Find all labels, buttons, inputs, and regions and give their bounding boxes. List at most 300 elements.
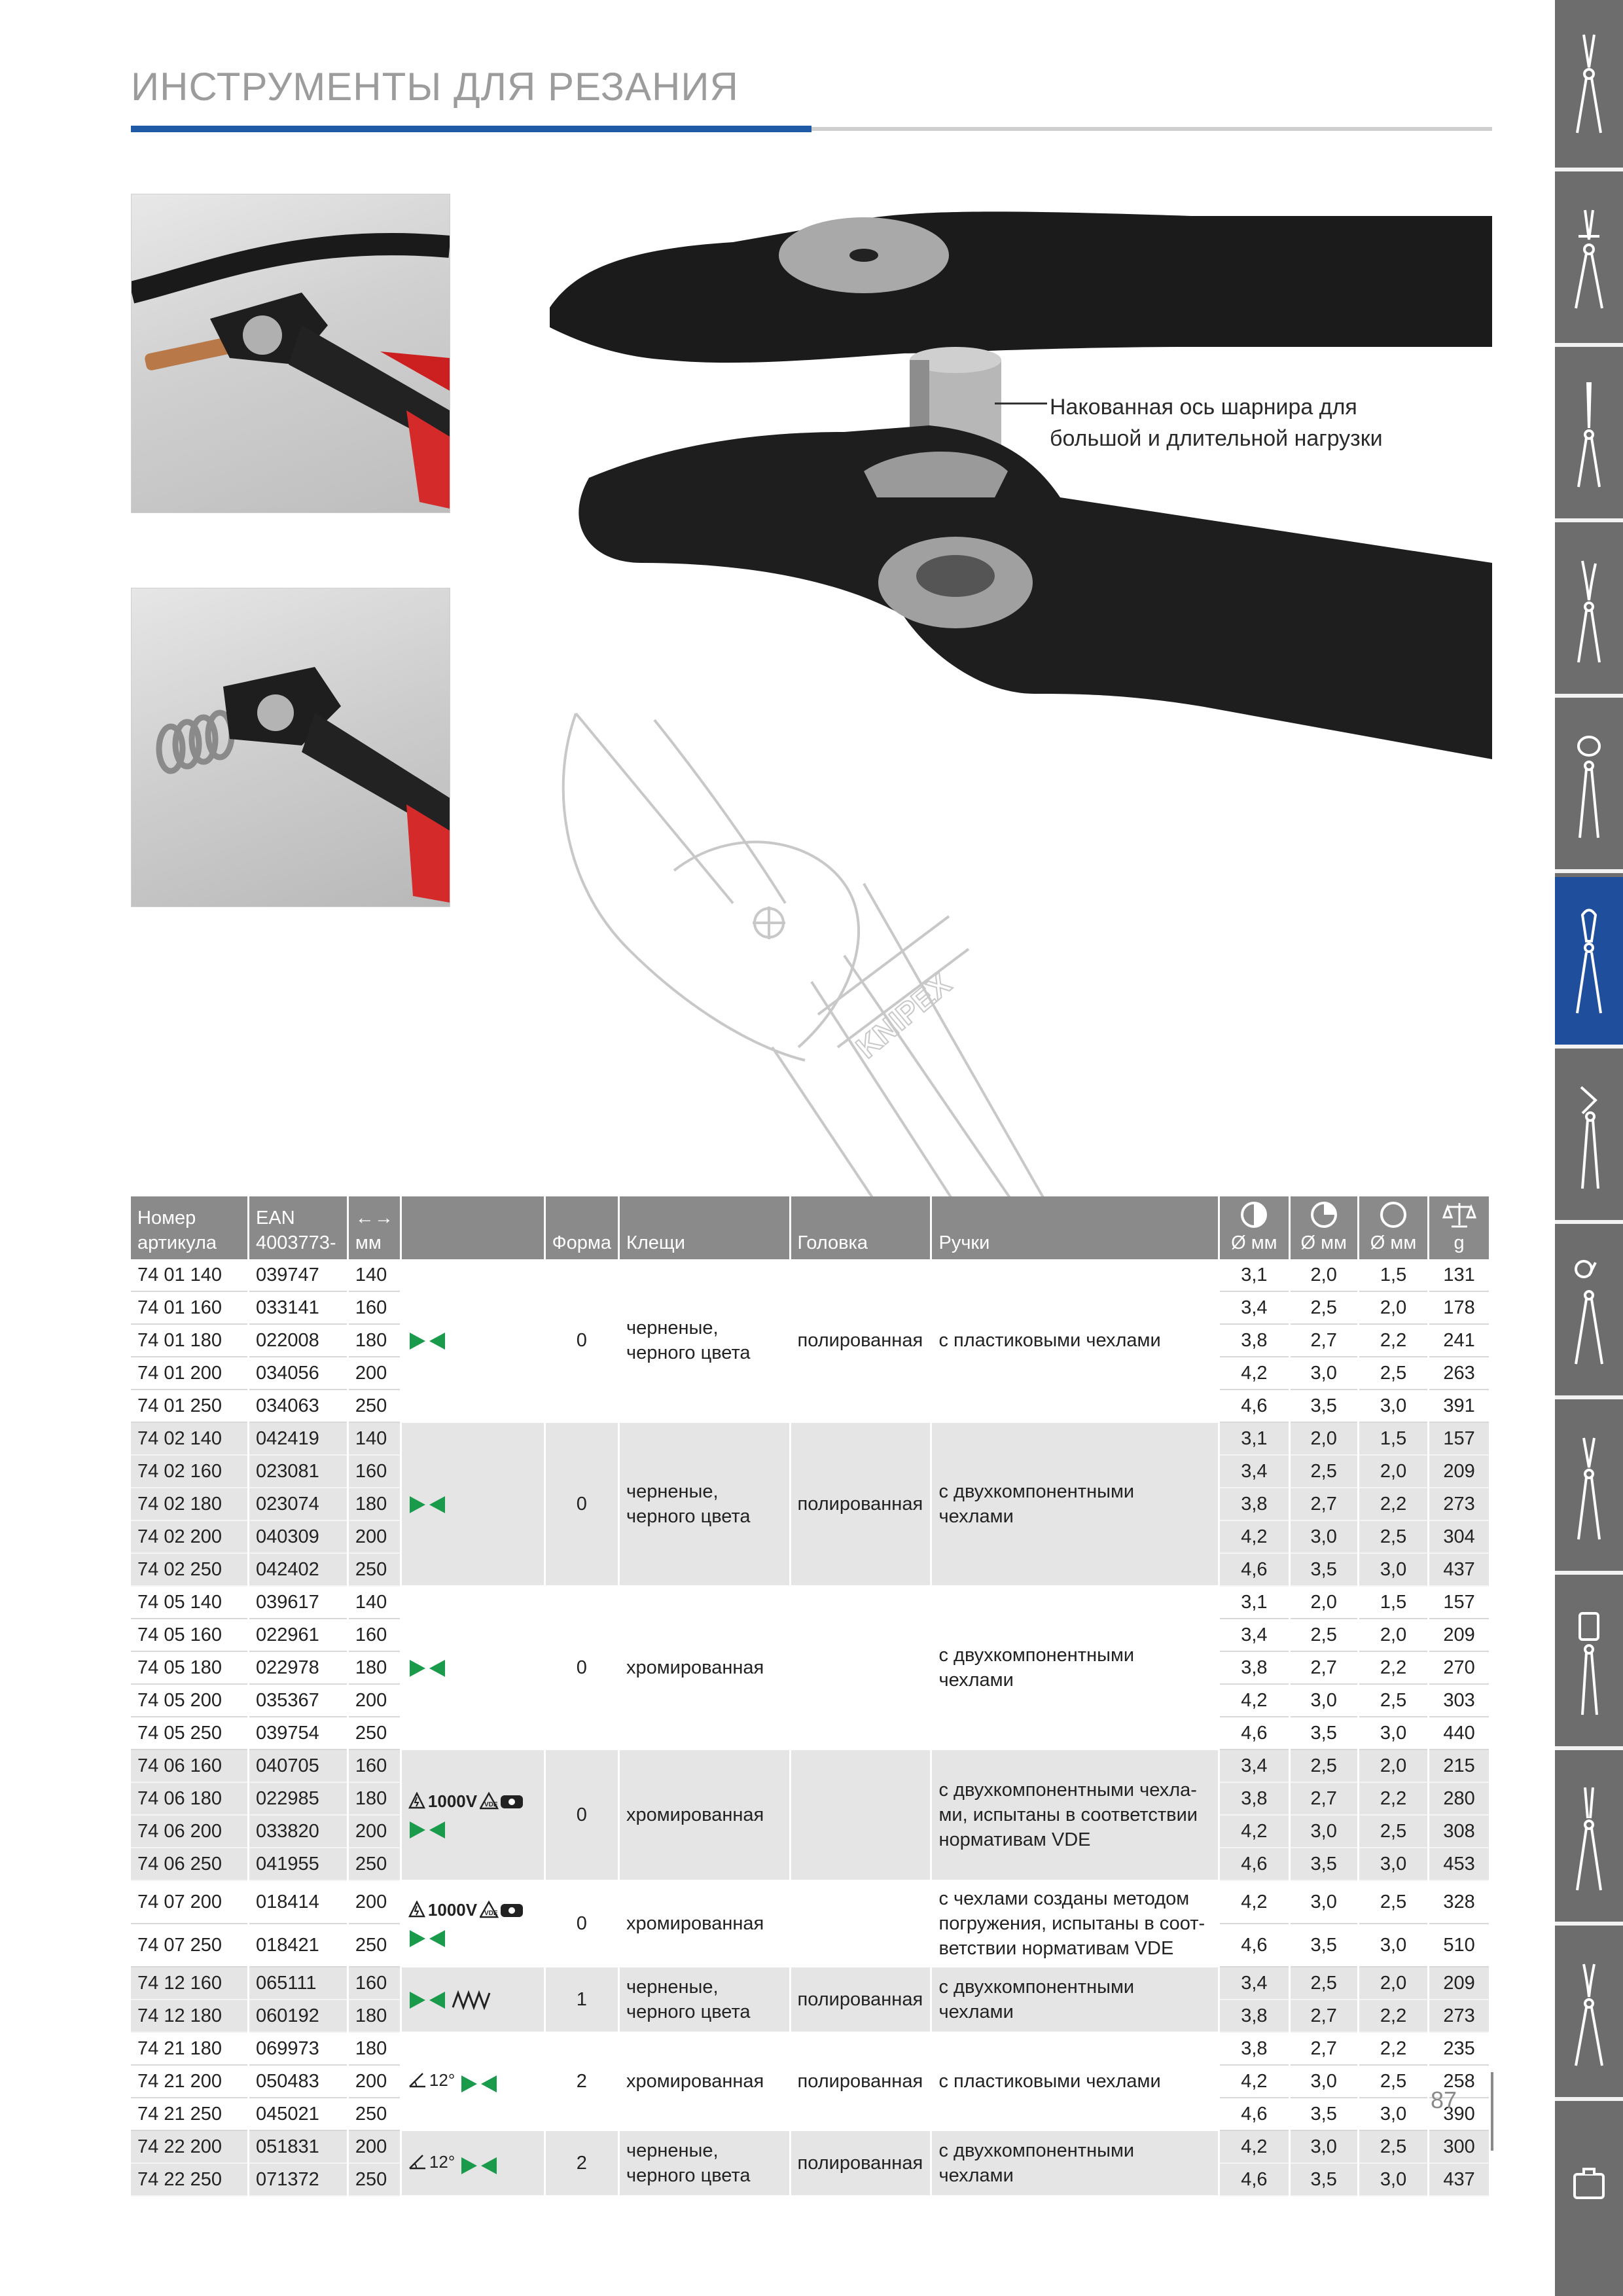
ruchki-line: ми, испытаны в соответствии xyxy=(938,1804,1198,1825)
medium-wire-diameter: 3,0 xyxy=(1289,2065,1358,2098)
weight-g: 304 xyxy=(1429,1520,1490,1553)
weight-g: 157 xyxy=(1429,1422,1490,1455)
ean-code: 039617 xyxy=(249,1586,348,1619)
weight-g: 178 xyxy=(1429,1291,1490,1324)
header-article: Номер артикула xyxy=(131,1196,249,1259)
kleshchi-line: черненые, xyxy=(626,2140,719,2161)
article-number: 74 07 250 xyxy=(131,1924,249,1967)
article-number: 74 05 250 xyxy=(131,1717,249,1749)
vde-1000v-badge: 1000V VDE xyxy=(408,1897,526,1922)
weight-g: 303 xyxy=(1429,1684,1490,1717)
weight-g: 241 xyxy=(1429,1324,1490,1357)
spring-icon xyxy=(452,1990,491,2010)
ruchki-line: с чехлами созданы методом xyxy=(938,1888,1190,1909)
medium-wire-diameter: 2,0 xyxy=(1289,1422,1358,1455)
length-mm: 160 xyxy=(348,1291,401,1324)
table-row xyxy=(131,1586,1490,1619)
tab-punch-pliers[interactable] xyxy=(1555,1228,1623,1399)
ean-code: 040309 xyxy=(249,1520,348,1553)
kleshchi-value xyxy=(618,1586,790,1749)
soft-wire-diameter: 3,8 xyxy=(1219,1782,1289,1815)
weight-g: 440 xyxy=(1429,1717,1490,1749)
medium-wire-diameter: 3,0 xyxy=(1289,1520,1358,1553)
kleshchi-line: хромированная xyxy=(626,1804,764,1825)
forma-value: 0 xyxy=(544,1749,618,1880)
weight-g: 280 xyxy=(1429,1782,1490,1815)
medium-wire-diameter: 2,5 xyxy=(1289,1967,1358,2000)
kleshchi-value xyxy=(618,2032,790,2130)
ean-code: 060192 xyxy=(249,2000,348,2032)
length-arrow-icon: ←→ xyxy=(355,1208,393,1229)
hard-wire-icon xyxy=(1379,1200,1408,1229)
soft-wire-diameter: 3,4 xyxy=(1219,1749,1289,1782)
header-medium-wire: Ø мм xyxy=(1289,1196,1358,1259)
ruchki-value xyxy=(931,1880,1219,1967)
soft-wire-diameter: 3,4 xyxy=(1219,1619,1289,1651)
kleshchi-line: черного цвета xyxy=(626,2001,751,2022)
kleshchi-line: черненые, xyxy=(626,1318,719,1338)
article-number: 74 01 200 xyxy=(131,1357,249,1390)
medium-wire-diameter: 3,0 xyxy=(1289,1880,1358,1924)
punch-pliers-icon xyxy=(1569,1256,1609,1367)
ean-code: 023074 xyxy=(249,1488,348,1520)
diagonal-cutter-icon xyxy=(1569,905,1609,1016)
feature-icons xyxy=(401,1749,544,1880)
length-mm: 140 xyxy=(348,1422,401,1455)
ean-code: 033820 xyxy=(249,1815,348,1848)
article-number: 74 07 200 xyxy=(131,1880,249,1924)
ean-code: 065111 xyxy=(249,1967,348,2000)
page-number-bar xyxy=(1491,2072,1493,2151)
length-mm: 250 xyxy=(348,2163,401,2196)
length-mm: 180 xyxy=(348,1324,401,1357)
medium-wire-diameter: 2,7 xyxy=(1289,1651,1358,1684)
weight-g: 453 xyxy=(1429,1848,1490,1880)
soft-wire-diameter: 4,6 xyxy=(1219,1848,1289,1880)
hard-wire-diameter: 1,5 xyxy=(1358,1259,1428,1291)
ruchki-line: с пластиковыми чехлами xyxy=(938,2071,1161,2092)
ruchki-value xyxy=(931,1422,1219,1586)
header-length: ←→ мм xyxy=(348,1196,401,1259)
kleshchi-line: черного цвета xyxy=(626,1342,751,1363)
product-photo-spring-cutting xyxy=(131,588,450,907)
feature-icons xyxy=(401,1967,544,2032)
flat-pliers-icon xyxy=(1569,1958,1609,2069)
length-mm: 200 xyxy=(348,2065,401,2098)
length-mm: 160 xyxy=(348,1619,401,1651)
scale-icon xyxy=(1442,1200,1476,1229)
table-row xyxy=(131,1422,1490,1455)
spec-table xyxy=(131,1196,1491,2197)
svg-text:VDE: VDE xyxy=(484,1909,498,1917)
article-number: 74 06 250 xyxy=(131,1848,249,1880)
article-number: 74 06 180 xyxy=(131,1782,249,1815)
golovka-value: полированная xyxy=(790,2130,931,2196)
hard-wire-diameter: 2,2 xyxy=(1358,1324,1428,1357)
weight-g: 437 xyxy=(1429,2163,1490,2196)
ean-code: 042419 xyxy=(249,1422,348,1455)
length-mm: 160 xyxy=(348,1967,401,2000)
ean-code: 069973 xyxy=(249,2032,348,2065)
svg-text:KNIPEX: KNIPEX xyxy=(849,966,957,1065)
weight-g: 510 xyxy=(1429,1924,1490,1967)
end-cutter-icon xyxy=(1569,730,1609,841)
article-number: 74 01 250 xyxy=(131,1390,249,1422)
medium-wire-diameter: 2,5 xyxy=(1289,1619,1358,1651)
feature-icons xyxy=(401,2032,544,2130)
feature-icons xyxy=(401,2130,544,2196)
soft-wire-diameter: 4,2 xyxy=(1219,1357,1289,1390)
feature-icons xyxy=(401,1259,544,1422)
weight-g: 263 xyxy=(1429,1357,1490,1390)
golovka-value: полированная xyxy=(790,2032,931,2130)
ean-code: 022985 xyxy=(249,1782,348,1815)
soft-wire-diameter: 3,8 xyxy=(1219,1324,1289,1357)
article-number: 74 21 180 xyxy=(131,2032,249,2065)
kleshchi-line: хромированная xyxy=(626,2071,764,2092)
wire-stripper-icon xyxy=(1569,204,1609,315)
kleshchi-value xyxy=(618,2130,790,2196)
pliers-joint-illustration xyxy=(537,196,1492,1204)
forma-value: 0 xyxy=(544,1880,618,1967)
table-row xyxy=(131,1967,1490,2000)
weight-g: 235 xyxy=(1429,2032,1490,2065)
header-weight: g xyxy=(1429,1196,1490,1259)
soft-wire-diameter: 3,8 xyxy=(1219,2032,1289,2065)
length-mm: 140 xyxy=(348,1586,401,1619)
article-number: 74 06 200 xyxy=(131,1815,249,1848)
tab-pliers[interactable] xyxy=(1555,0,1623,171)
length-mm: 200 xyxy=(348,1815,401,1848)
ean-code: 050483 xyxy=(249,2065,348,2098)
forma-value: 2 xyxy=(544,2130,618,2196)
header-forma: Форма xyxy=(544,1196,618,1259)
weight-g: 157 xyxy=(1429,1586,1490,1619)
hard-wire-diameter: 2,2 xyxy=(1358,1782,1428,1815)
article-number: 74 12 160 xyxy=(131,1967,249,2000)
voltage-warning-icon xyxy=(408,1792,425,1810)
svg-text:VDE: VDE xyxy=(484,1801,498,1808)
hard-wire-diameter: 2,2 xyxy=(1358,2032,1428,2065)
length-mm: 180 xyxy=(348,2000,401,2032)
length-mm: 200 xyxy=(348,2130,401,2163)
length-mm: 250 xyxy=(348,1848,401,1880)
ruchki-line: с двухкомпонентными чехлами xyxy=(938,1481,1135,1527)
tab-diagonal-cutter[interactable] xyxy=(1555,877,1623,1049)
ruchki-value xyxy=(931,1259,1219,1422)
cutting-edge-icon xyxy=(408,1495,446,1515)
article-number: 74 02 200 xyxy=(131,1520,249,1553)
medium-wire-diameter: 2,5 xyxy=(1289,1291,1358,1324)
ruchki-line: ветствии нормативам VDE xyxy=(938,1938,1174,1959)
length-mm: 250 xyxy=(348,1717,401,1749)
medium-wire-diameter: 3,5 xyxy=(1289,1553,1358,1586)
kleshchi-line: черного цвета xyxy=(626,1506,751,1527)
golovka-value: полированная xyxy=(790,1259,931,1422)
angle-badge: 12° xyxy=(408,2149,455,2174)
ruchki-value xyxy=(931,1967,1219,2032)
hard-wire-diameter: 2,2 xyxy=(1358,1488,1428,1520)
title-rule-blue xyxy=(131,126,812,132)
ean-code: 071372 xyxy=(249,2163,348,2196)
medium-wire-diameter: 3,5 xyxy=(1289,1390,1358,1422)
hard-wire-diameter: 2,5 xyxy=(1358,1880,1428,1924)
soft-wire-diameter: 4,6 xyxy=(1219,2163,1289,2196)
callout-line-1: Накованная ось шарнира для xyxy=(1050,395,1357,420)
hard-wire-diameter: 2,5 xyxy=(1358,2065,1428,2098)
table-header-row xyxy=(131,1196,1490,1259)
length-mm: 200 xyxy=(348,1520,401,1553)
cutting-edge-icon xyxy=(460,2074,498,2094)
medium-wire-diameter: 2,0 xyxy=(1289,1586,1358,1619)
medium-wire-diameter: 3,5 xyxy=(1289,2098,1358,2130)
length-mm: 180 xyxy=(348,1782,401,1815)
header-soft-wire: Ø мм xyxy=(1219,1196,1289,1259)
ruchki-value xyxy=(931,1586,1219,1749)
length-mm: 160 xyxy=(348,1455,401,1488)
kleshchi-value xyxy=(618,1259,790,1422)
tab-wire-stripper[interactable] xyxy=(1555,175,1623,347)
ean-code: 045021 xyxy=(249,2098,348,2130)
hard-wire-diameter: 3,0 xyxy=(1358,1553,1428,1586)
forma-value: 0 xyxy=(544,1259,618,1422)
header-hard-wire: Ø мм xyxy=(1358,1196,1428,1259)
golovka-value xyxy=(790,1880,931,1967)
header-golovka: Головка xyxy=(790,1196,931,1259)
article-number: 74 05 140 xyxy=(131,1586,249,1619)
tab-crimping-pliers[interactable] xyxy=(1555,1403,1623,1575)
article-number: 74 05 200 xyxy=(131,1684,249,1717)
tab-end-cutter[interactable] xyxy=(1555,702,1623,873)
hard-wire-diameter: 2,5 xyxy=(1358,1357,1428,1390)
tab-circlip-pliers[interactable] xyxy=(1555,1754,1623,1926)
weight-g: 131 xyxy=(1429,1259,1490,1291)
weight-g: 209 xyxy=(1429,1967,1490,2000)
bent-nose-pliers-icon xyxy=(1569,554,1609,666)
header-ruchki: Ручки xyxy=(931,1196,1219,1259)
hard-wire-diameter: 2,5 xyxy=(1358,2130,1428,2163)
length-mm: 180 xyxy=(348,1651,401,1684)
golovka-value: полированная xyxy=(790,1967,931,2032)
soft-wire-diameter: 4,6 xyxy=(1219,1924,1289,1967)
ruchki-value xyxy=(931,1749,1219,1880)
hard-wire-diameter: 2,0 xyxy=(1358,1749,1428,1782)
soft-wire-diameter: 3,8 xyxy=(1219,1488,1289,1520)
article-number: 74 01 180 xyxy=(131,1324,249,1357)
medium-wire-diameter: 2,7 xyxy=(1289,2032,1358,2065)
angle-badge: 12° xyxy=(408,2068,455,2092)
header-ean: EAN 4003773- xyxy=(249,1196,348,1259)
hard-wire-diameter: 2,5 xyxy=(1358,1520,1428,1553)
medium-wire-diameter: 2,7 xyxy=(1289,1782,1358,1815)
forma-value: 1 xyxy=(544,1967,618,2032)
soft-wire-diameter: 3,4 xyxy=(1219,1967,1289,2000)
callout-line-2: большой и длительной нагрузки xyxy=(1050,426,1383,451)
medium-wire-diameter: 3,0 xyxy=(1289,1815,1358,1848)
crimp-tool-icon xyxy=(1569,1607,1609,1718)
ruchki-line: с пластиковыми чехлами xyxy=(938,1330,1161,1351)
ean-code: 022008 xyxy=(249,1324,348,1357)
soft-wire-diameter: 3,8 xyxy=(1219,1651,1289,1684)
article-number: 74 06 160 xyxy=(131,1749,249,1782)
ruchki-line: с двухкомпонентными чехлами xyxy=(938,1977,1135,2022)
soft-wire-diameter: 4,6 xyxy=(1219,1553,1289,1586)
golovka-value: полированная xyxy=(790,1422,931,1586)
header-icons xyxy=(401,1196,544,1259)
feature-icons xyxy=(401,1586,544,1749)
weight-g: 258 xyxy=(1429,2065,1490,2098)
article-number: 74 22 250 xyxy=(131,2163,249,2196)
category-sidebar xyxy=(1555,0,1623,2296)
ean-code: 023081 xyxy=(249,1455,348,1488)
article-number: 74 22 200 xyxy=(131,2130,249,2163)
article-number: 74 05 160 xyxy=(131,1619,249,1651)
medium-wire-diameter: 2,7 xyxy=(1289,2000,1358,2032)
soft-wire-diameter: 3,4 xyxy=(1219,1455,1289,1488)
length-mm: 160 xyxy=(348,1749,401,1782)
medium-wire-diameter: 2,5 xyxy=(1289,1749,1358,1782)
article-number: 74 01 140 xyxy=(131,1259,249,1291)
weight-g: 437 xyxy=(1429,1553,1490,1586)
table-row xyxy=(131,1259,1490,1291)
medium-wire-diameter: 3,0 xyxy=(1289,1684,1358,1717)
medium-wire-diameter: 3,0 xyxy=(1289,2130,1358,2163)
hard-wire-diameter: 2,0 xyxy=(1358,1455,1428,1488)
circlip-pliers-icon xyxy=(1569,1782,1609,1893)
kleshchi-line: черного цвета xyxy=(626,2165,751,2186)
ean-code: 035367 xyxy=(249,1684,348,1717)
hard-wire-diameter: 3,0 xyxy=(1358,2163,1428,2196)
table-row xyxy=(131,2032,1490,2065)
cutting-edge-icon xyxy=(460,2156,498,2176)
pliers-icon xyxy=(1569,28,1609,139)
ruchki-line: с двухкомпонентными чехла- xyxy=(938,1780,1197,1801)
medium-wire-diameter: 3,5 xyxy=(1289,1848,1358,1880)
weight-g: 215 xyxy=(1429,1749,1490,1782)
golovka-value xyxy=(790,1749,931,1880)
hard-wire-diameter: 2,5 xyxy=(1358,1684,1428,1717)
tab-toolcase[interactable] xyxy=(1555,2105,1623,2276)
soft-wire-diameter: 4,2 xyxy=(1219,1520,1289,1553)
soft-wire-diameter: 3,4 xyxy=(1219,1291,1289,1324)
ruchki-line: с двухкомпонентными чехлами xyxy=(938,2140,1135,2186)
ean-code: 039747 xyxy=(249,1259,348,1291)
cutting-edge-icon xyxy=(408,1820,446,1840)
soft-wire-diameter: 4,6 xyxy=(1219,1390,1289,1422)
tab-water-pump-pliers[interactable] xyxy=(1555,1052,1623,1224)
kleshchi-line: хромированная xyxy=(626,1913,764,1934)
weight-g: 209 xyxy=(1429,1455,1490,1488)
joint-callout xyxy=(1050,391,1383,454)
medium-wire-diameter: 3,5 xyxy=(1289,1924,1358,1967)
soft-wire-diameter: 3,1 xyxy=(1219,1586,1289,1619)
medium-wire-diameter: 2,5 xyxy=(1289,1455,1358,1488)
ean-code: 018414 xyxy=(249,1880,348,1924)
cutting-edge-icon xyxy=(408,1990,446,2010)
kleshchi-value xyxy=(618,1880,790,1967)
callout-leader-line xyxy=(995,403,1047,405)
length-mm: 200 xyxy=(348,1357,401,1390)
article-number: 74 21 250 xyxy=(131,2098,249,2130)
hard-wire-diameter: 2,5 xyxy=(1358,1815,1428,1848)
soft-wire-diameter: 3,1 xyxy=(1219,1259,1289,1291)
hard-wire-diameter: 2,2 xyxy=(1358,2000,1428,2032)
feature-icons xyxy=(401,1880,544,1967)
medium-wire-diameter: 2,7 xyxy=(1289,1488,1358,1520)
cutting-edge-icon xyxy=(408,1331,446,1351)
article-number: 74 21 200 xyxy=(131,2065,249,2098)
kleshchi-line: черненые, xyxy=(626,1481,719,1502)
kleshchi-line: хромированная xyxy=(626,1657,764,1678)
table-row xyxy=(131,1880,1490,1924)
hard-wire-diameter: 3,0 xyxy=(1358,1924,1428,1967)
weight-g: 328 xyxy=(1429,1880,1490,1924)
weight-g: 308 xyxy=(1429,1815,1490,1848)
soft-wire-icon xyxy=(1240,1200,1268,1229)
table-row xyxy=(131,1749,1490,1782)
soft-wire-diameter: 4,6 xyxy=(1219,1717,1289,1749)
ruchki-line: с двухкомпонентными чехлами xyxy=(938,1645,1135,1691)
length-mm: 180 xyxy=(348,2032,401,2065)
medium-wire-diameter: 3,5 xyxy=(1289,1717,1358,1749)
hard-wire-diameter: 2,0 xyxy=(1358,1967,1428,2000)
article-number: 74 02 160 xyxy=(131,1455,249,1488)
tab-crimp-tool[interactable] xyxy=(1555,1579,1623,1750)
ruchki-line: нормативам VDE xyxy=(938,1829,1091,1850)
length-mm: 250 xyxy=(348,1924,401,1967)
soft-wire-diameter: 4,2 xyxy=(1219,2065,1289,2098)
table-row xyxy=(131,2130,1490,2163)
length-mm: 200 xyxy=(348,1880,401,1924)
ruchki-line: погружения, испытаны в соот- xyxy=(938,1913,1205,1934)
water-pump-pliers-icon xyxy=(1569,1081,1609,1192)
header-kleshchi: Клещи xyxy=(618,1196,790,1259)
vde-approval-icon xyxy=(480,1791,526,1811)
ean-code: 022961 xyxy=(249,1619,348,1651)
medium-wire-diameter: 3,0 xyxy=(1289,1357,1358,1390)
crimping-pliers-icon xyxy=(1569,1431,1609,1543)
ean-code: 042402 xyxy=(249,1553,348,1586)
soft-wire-diameter: 4,2 xyxy=(1219,1815,1289,1848)
ean-code: 041955 xyxy=(249,1848,348,1880)
page-number: 87 xyxy=(1431,2087,1457,2113)
hard-wire-diameter: 1,5 xyxy=(1358,1586,1428,1619)
angle-icon xyxy=(408,2153,427,2171)
length-mm: 250 xyxy=(348,2098,401,2130)
ruchki-value xyxy=(931,2130,1219,2196)
weight-g: 391 xyxy=(1429,1390,1490,1422)
tab-long-nose-pliers[interactable] xyxy=(1555,351,1623,522)
ruchki-value xyxy=(931,2032,1219,2130)
medium-wire-diameter: 3,5 xyxy=(1289,2163,1358,2196)
medium-wire-diameter: 2,7 xyxy=(1289,1324,1358,1357)
vde-1000v-badge: 1000V VDE xyxy=(408,1789,526,1814)
product-photo-cable-cutting xyxy=(131,194,450,513)
ean-code: 040705 xyxy=(249,1749,348,1782)
vde-approval-icon xyxy=(480,1900,526,1920)
soft-wire-diameter: 3,1 xyxy=(1219,1422,1289,1455)
toolcase-icon xyxy=(1569,2135,1609,2246)
hard-wire-diameter: 2,0 xyxy=(1358,1619,1428,1651)
length-mm: 200 xyxy=(348,1684,401,1717)
soft-wire-diameter: 4,2 xyxy=(1219,2130,1289,2163)
hard-wire-diameter: 3,0 xyxy=(1358,1390,1428,1422)
tab-bent-nose-pliers[interactable] xyxy=(1555,526,1623,698)
ean-code: 039754 xyxy=(249,1717,348,1749)
page-title: ИНСТРУМЕНТЫ ДЛЯ РЕЗАНИЯ xyxy=(131,65,739,109)
tab-flat-pliers[interactable] xyxy=(1555,1929,1623,2101)
soft-wire-diameter: 4,2 xyxy=(1219,1880,1289,1924)
